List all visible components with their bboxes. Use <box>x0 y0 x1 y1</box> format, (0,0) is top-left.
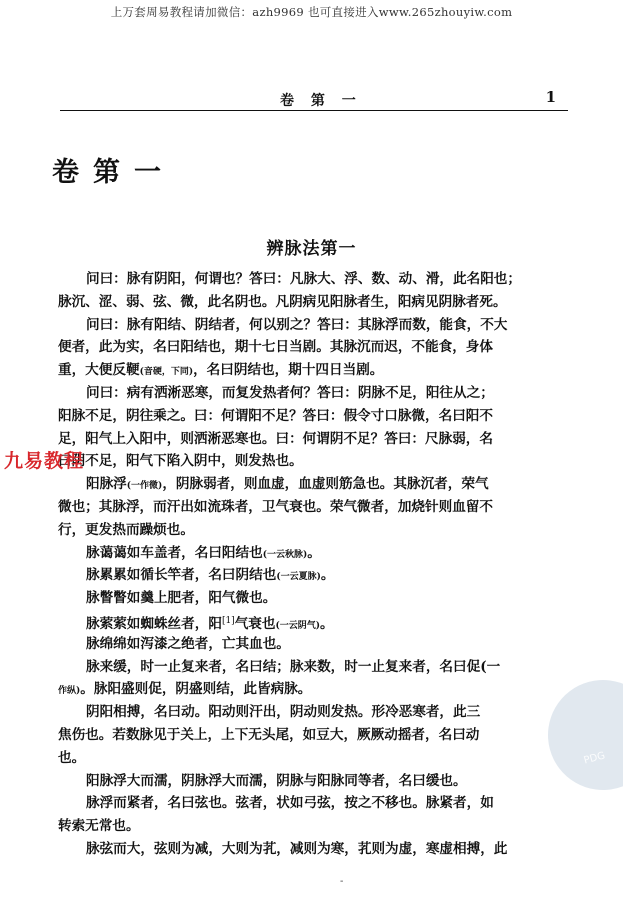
text-line <box>58 747 570 770</box>
inline-note: (一云夏脉) <box>276 572 321 583</box>
inline-note: (一云秋脉) <box>262 549 308 560</box>
inline-note: 作纵) <box>58 686 81 697</box>
text-segment: 脉瞥瞥如羹上肥者，阳气微也。 <box>86 590 277 607</box>
text-segment: ，名曰阴结也，期十四日当剧。 <box>193 362 384 379</box>
text-line <box>58 405 570 428</box>
text-segment: 问曰：脉有阴阳，何谓也？答曰：凡脉大、浮、数、动、滑，此名阳也； <box>86 271 521 287</box>
text-segment: 阴阳相搏，名曰动。阳动则汗出，阴动则发热。形冷恶寒者，此三 <box>86 704 481 721</box>
text-segment: 转索无常也。 <box>58 818 140 835</box>
text-line <box>58 542 570 565</box>
stamp-label: PDG <box>582 750 607 767</box>
running-header <box>60 88 568 111</box>
inline-note: (音硬，下同) <box>139 367 194 378</box>
text-segment: 问曰：脉有阳结、阴结者，何以别之？答曰：其脉浮而数，能食，不大 <box>86 316 508 333</box>
text-line <box>58 519 570 542</box>
text-segment: 。脉阳盛则促，阴盛则结，此皆病脉。 <box>80 681 312 698</box>
text-segment: 。 <box>307 544 321 561</box>
text-segment: 脉浮而紧者，名曰弦也。弦者，状如弓弦，按之不移也。脉紧者，如 <box>86 795 494 812</box>
text-segment: 也。 <box>58 749 86 766</box>
text-segment: 。 <box>320 567 335 584</box>
text-line <box>58 564 570 587</box>
text-line <box>58 724 570 747</box>
text-line <box>58 656 570 679</box>
text-segment: 脉累累如循长竿者，名曰阴结也 <box>86 567 277 584</box>
text-line <box>58 359 570 382</box>
text-line <box>58 633 570 656</box>
text-segment: 脉来缓，时一止复来者，名曰结；脉来数，时一止复来者，名曰促(一 <box>86 658 501 675</box>
text-line <box>58 838 570 861</box>
text-segment: 微也；其脉浮，而汗出如流珠者，卫气衰也。荣气微者，加烧针则血留不 <box>58 498 493 515</box>
section-title: 辨脉法第一 <box>266 239 357 259</box>
inline-note: (一作微) <box>126 481 163 492</box>
text-line <box>58 291 570 314</box>
text-segment: 脉沉、涩、弱、弦、微，此名阴也。凡阴病见阳脉者生，阳病见阴脉者死。 <box>58 293 507 310</box>
text-segment: 脉萦萦如蜘蛛丝者，阳 <box>86 615 222 632</box>
running-title: 卷 第 一 <box>280 93 362 109</box>
text-line <box>58 770 570 793</box>
footnote-marker: [1] <box>221 615 235 626</box>
text-segment: 脉绵绵如泻漆之绝者，亡其血也。 <box>86 635 290 652</box>
text-segment: 行，更发热而躁烦也。 <box>58 521 194 538</box>
text-line <box>58 701 570 724</box>
text-line <box>58 496 570 519</box>
body-text <box>58 268 570 861</box>
text-line <box>58 314 570 337</box>
text-segment: 脉蔼蔼如车盖者，名曰阳结也 <box>86 544 263 561</box>
text-line <box>58 382 570 405</box>
text-segment: 便者，此为实，名曰阳结也，期十七日当剧。其脉沉而迟，不能食，身体 <box>58 339 493 356</box>
watermark-logo: 九易教程 <box>4 450 85 472</box>
text-line <box>58 587 570 610</box>
text-segment: 阳脉浮大而濡，阴脉浮大而濡，阴脉与阳脉同等者，名曰缓也。 <box>86 772 467 789</box>
text-line <box>58 792 570 815</box>
text-line <box>58 450 570 473</box>
footer-mark: - <box>340 876 344 887</box>
text-segment: 脉弦而大，弦则为减，大则为芤，减则为寒，芤则为虚，寒虚相搏，此 <box>86 840 508 857</box>
text-segment: 问曰：病有洒淅恶寒，而复发热者何？答曰：阴脉不足，阳往从之； <box>86 384 494 401</box>
text-segment: 气衰也 <box>234 615 276 632</box>
text-segment: 阳脉浮 <box>86 476 127 493</box>
text-segment: 曰阴不足，阳气下陷入阴中，则发热也。 <box>58 453 303 470</box>
text-segment: 焦伤也。若数脉见于关上，上下无头尾，如豆大，厥厥动摇者，名曰动 <box>58 726 480 743</box>
text-line <box>58 815 570 838</box>
page-number: 1 <box>545 88 556 106</box>
text-line <box>58 610 570 633</box>
text-line <box>58 473 570 496</box>
text-line <box>58 268 570 291</box>
text-line <box>58 336 570 359</box>
text-line <box>58 678 570 701</box>
text-segment: ，阴脉弱者，则血虚，血虚则筋急也。其脉沉者，荣气 <box>162 476 489 493</box>
inline-note: (一云阴气) <box>275 620 320 631</box>
text-segment: 。 <box>320 615 334 632</box>
text-segment: 阳脉不足，阴往乘之。曰：何谓阳不足？答曰：假令寸口脉微，名曰阳不 <box>58 407 493 424</box>
source-banner: 上万套周易教程请加微信：azh9969 也可直接进入www.265zhouyiw.com <box>110 5 513 19</box>
text-segment: 足，阳气上入阳中，则洒淅恶寒也。曰：何谓阴不足？答曰：尺脉弱，名 <box>58 430 493 447</box>
chapter-title: 卷第一 <box>52 157 175 188</box>
text-line <box>58 428 570 451</box>
text-segment: 重，大便反鞕 <box>58 362 140 379</box>
